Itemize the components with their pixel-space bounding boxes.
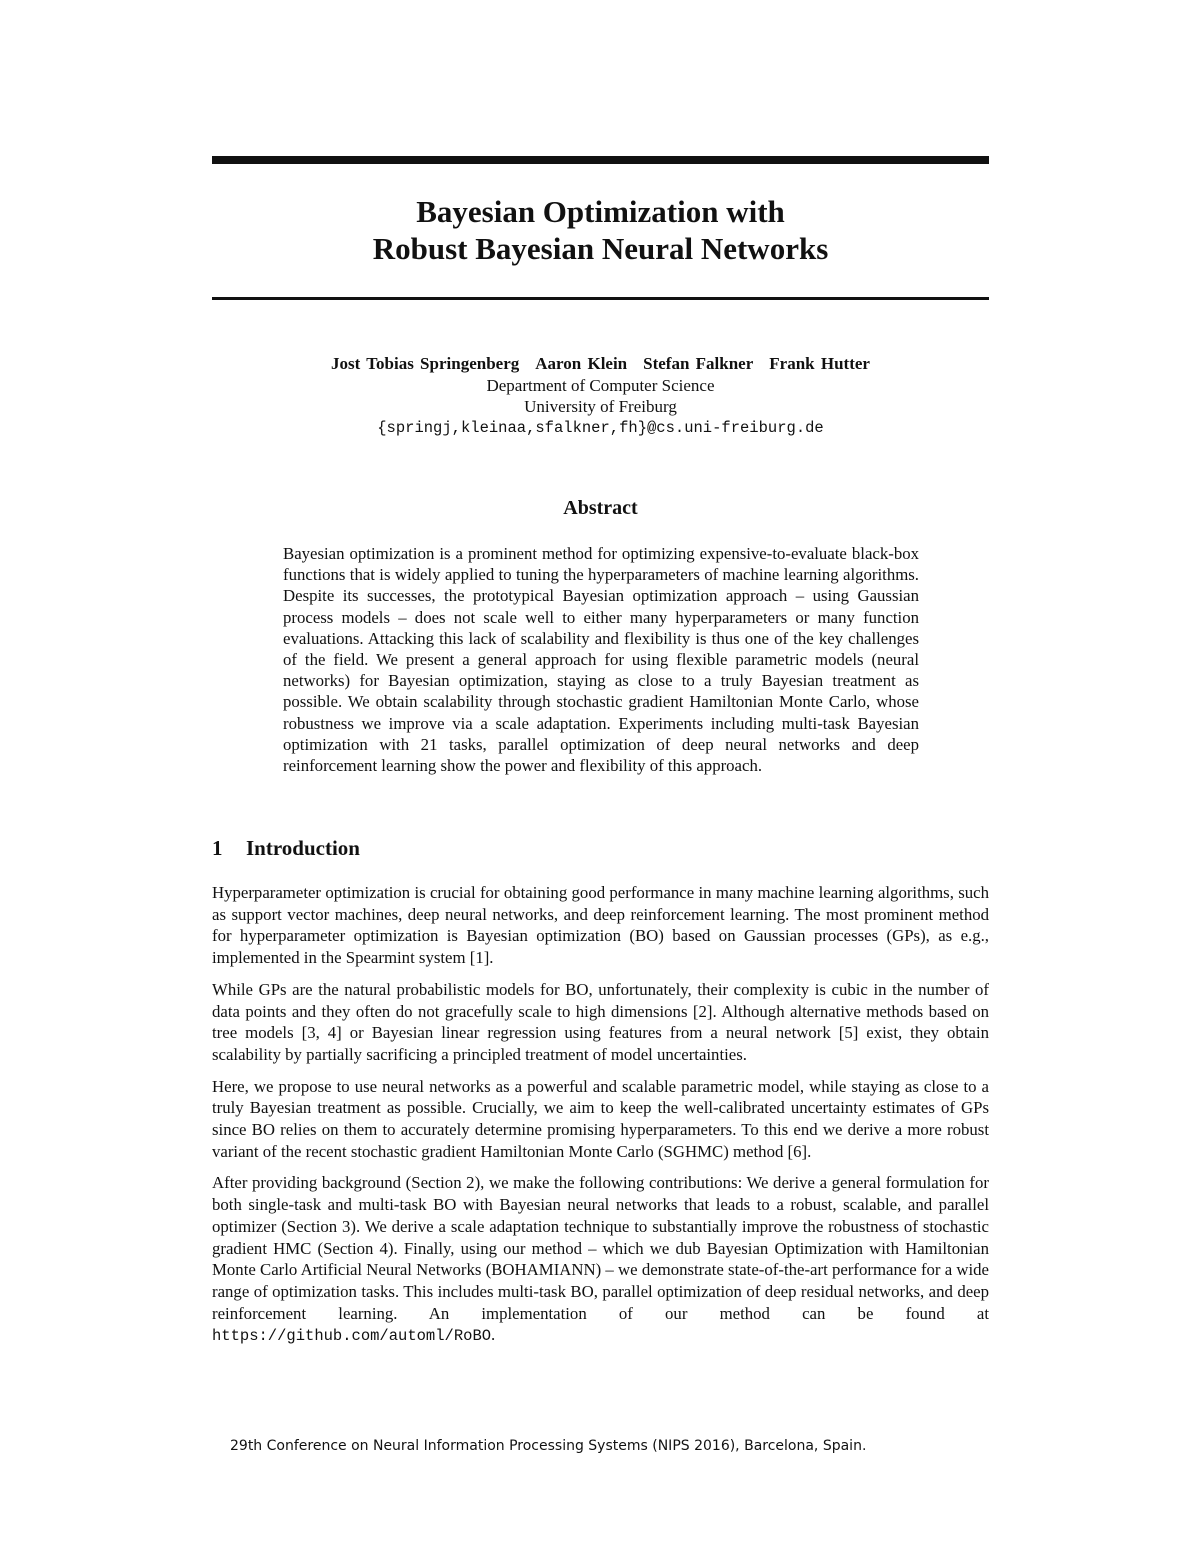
paragraph: Hyperparameter optimization is crucial for obtaining good performance in many machine learning algorithms, such as support vector machines, deep neural networks, and deep reinforcement learning. The most prominent method for hyperparameter optimization is Bayesian optimization (BO) based on Gaussian processes (GPs), as e.g., implemented in the Spearmint system [1]. xyxy=(212,883,989,968)
section-number: 1 xyxy=(212,836,223,860)
author-list xyxy=(212,353,989,375)
author-name: Jost Tobias Springenberg xyxy=(331,354,520,373)
affiliation-block xyxy=(212,374,989,439)
sentence-period: . xyxy=(491,1325,496,1345)
author-emails: {springj,kleinaa,sfalkner,fh}@cs.uni-freiburg.de xyxy=(377,419,824,437)
introduction-body xyxy=(212,882,989,1358)
paper-title xyxy=(212,193,989,267)
paragraph: Here, we propose to use neural networks as a powerful and scalable parametric model, while staying as close to a truly Bayesian treatment as possible. Crucially, we aim to keep the well-calibrated uncertainty estimates of GPs since BO relies on them to accurately determine promising hyperparameters. To this end we derive a more robust variant of the recent stochastic gradient Hamiltonian Monte Carlo (SGHMC) method [6]. xyxy=(212,1076,989,1161)
author-name: Aaron Klein xyxy=(535,354,628,373)
paragraph: While GPs are the natural probabilistic models for BO, unfortunately, their complexity is cubic in the number of data points and they often do not gracefully scale to high dimensions [2]. Although alternative methods based on tree models [3, 4] or Bayesian linear regression using features from a neural network [5] exist, they obtain scalability by partially sacrificing a principled treatment of model uncertainties. xyxy=(212,979,989,1064)
department: Department of Computer Science xyxy=(486,376,715,395)
university: University of Freiburg xyxy=(524,397,677,416)
author-name: Stefan Falkner xyxy=(643,354,754,373)
title-top-rule xyxy=(212,156,989,164)
author-name: Frank Hutter xyxy=(769,354,870,373)
paragraph-contributions xyxy=(212,1172,989,1348)
conference-footnote: 29th Conference on Neural Information Processing Systems (NIPS 2016), Barcelona, Spain. xyxy=(230,1438,867,1454)
section-title: Introduction xyxy=(246,836,360,860)
title-line-2: Robust Bayesian Neural Networks xyxy=(372,231,829,266)
abstract-text: Bayesian optimization is a prominent method for optimizing expensive-to-evaluate black-box functions that is widely applied to tuning the hyperparameters of machine learning algorithms. Despite its successes, the prototypical Bayesian optimization approach – using Gaussian process models – does not scale well to either many hyperparameters or many function evaluations. Attacking this lack of scalability and flexibility is thus one of the key challenges of the field. We present a general approach for using flexible parametric models (neural networks) for Bayesian optimization, staying as close to a truly Bayesian treatment as possible. We obtain scalability through stochastic gradient Hamiltonian Monte Carlo, whose robustness we improve via a scale adaptation. Experiments including multi-task Bayesian optimization with 21 tasks, parallel optimization of deep neural networks and deep reinforcement learning show the power and flexibility of this approach. xyxy=(283,544,919,776)
title-bottom-rule xyxy=(212,297,989,300)
abstract-heading: Abstract xyxy=(563,497,638,519)
section-heading-introduction xyxy=(212,835,989,861)
code-url-link[interactable]: https://github.com/automl/RoBO xyxy=(212,1327,492,1346)
paragraph-text: After providing background (Section 2), we make the following contributions: We derive a general formulation for both single-task and multi-task BO with Bayesian neural networks that leads to a robust, scalable, and parallel optimizer (Section 3). We derive a scale adaptation technique to substantially improve the robustness of stochastic gradient HMC (Section 4). Finally, using our method – which we dub Bayesian Optimization with Hamiltonian Monte Carlo Artificial Neural Networks (BOHAMIANN) – we demonstrate state-of-the-art performance for a wide range of optimization tasks. This includes multi-task BO, parallel optimization of deep residual networks, and deep reinforcement learning. An implementation of our method can be found at xyxy=(212,1173,989,1323)
title-line-1: Bayesian Optimization with xyxy=(416,194,785,229)
